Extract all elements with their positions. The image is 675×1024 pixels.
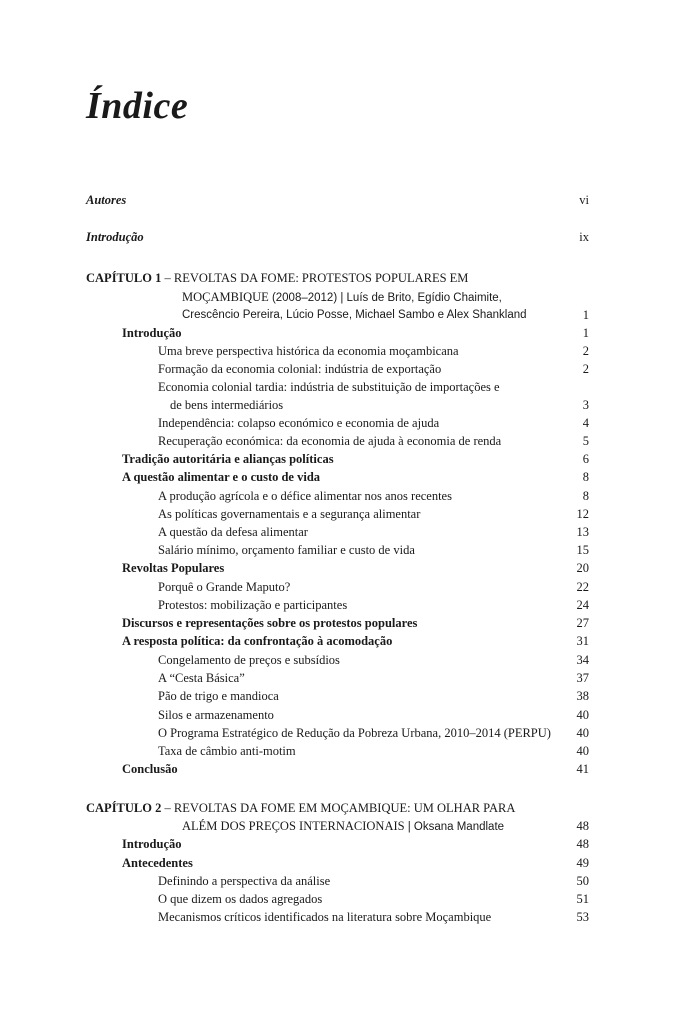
toc-entry-page: 15 <box>576 543 589 557</box>
toc-entry-page: 40 <box>576 726 589 740</box>
toc-entry[interactable] <box>0 378 675 397</box>
toc-entry-page: 53 <box>576 910 589 924</box>
chapter-authors: (2008–2012) | Luís de Brito, Egídio Chaimite, <box>271 292 502 304</box>
toc-entry-title: Introdução <box>86 230 144 244</box>
toc-entry-page: 49 <box>576 856 589 870</box>
toc-entry-page: 3 <box>582 398 589 412</box>
toc-entry-title: Porquê o Grande Maputo? <box>158 580 291 594</box>
toc-entry[interactable] <box>0 632 675 651</box>
toc-entry[interactable] <box>0 614 675 633</box>
chapter-1-authors[interactable] <box>0 306 675 325</box>
toc-entry-page: vi <box>579 193 589 207</box>
toc-entry-page: 48 <box>576 837 589 851</box>
toc-entry[interactable] <box>0 596 675 615</box>
toc-entry[interactable] <box>0 760 675 779</box>
toc-entry-title: Introdução <box>122 326 182 340</box>
toc-entry[interactable] <box>0 706 675 725</box>
chapter-authors: Crescêncio Pereira, Lúcio Posse, Michael Sambo e Alex Shankland <box>182 309 527 321</box>
toc-entry-page: 24 <box>576 598 589 612</box>
toc-entry-page: 34 <box>576 653 589 667</box>
toc-entry-title: Antecedentes <box>122 856 193 870</box>
toc-entry[interactable] <box>0 854 675 873</box>
chapter-2-heading-cont[interactable] <box>0 817 675 836</box>
chapter-1-heading[interactable] <box>0 269 675 288</box>
toc-entry-page: 1 <box>582 326 589 340</box>
toc-entry-title: A resposta política: da confrontação à acomodação <box>122 634 393 648</box>
toc-entry[interactable] <box>0 432 675 451</box>
toc-entry[interactable] <box>0 324 675 343</box>
toc-entry-page: 38 <box>576 689 589 703</box>
toc-entry-title: A questão alimentar e o custo de vida <box>122 470 321 484</box>
toc-entry[interactable] <box>0 523 675 542</box>
toc-entry-title: Protestos: mobilização e participantes <box>158 598 348 612</box>
chapter-title-line: – REVOLTAS DA FOME: PROTESTOS POPULARES EM <box>161 271 469 285</box>
toc-entry[interactable] <box>0 908 675 927</box>
toc-entry[interactable] <box>0 872 675 891</box>
toc-entry-page: 27 <box>576 616 589 630</box>
chapter-title-line: MOÇAMBIQUE <box>182 290 272 304</box>
toc-entry-title: Revoltas Populares <box>122 561 225 575</box>
toc-entry-title: O Programa Estratégico de Redução da Pobreza Urbana, 2010–2014 (PERPU) <box>158 726 551 740</box>
chapter-1-heading-cont <box>0 288 675 307</box>
toc-entry-page: 20 <box>576 561 589 575</box>
toc-entry-title: Recuperação económica: da economia de ajuda à economia de renda <box>158 434 502 448</box>
toc-entry-title: Definindo a perspectiva da análise <box>158 874 331 888</box>
toc-entry-page: 13 <box>576 525 589 539</box>
toc-entry-title: Taxa de câmbio anti-motim <box>158 744 296 758</box>
toc-entry-page: 8 <box>582 489 589 503</box>
toc-entry-title: Discursos e representações sobre os protestos populares <box>122 616 418 630</box>
toc-entry-page: 8 <box>582 470 589 484</box>
toc-entry-title: Economia colonial tardia: indústria de substituição de importações e <box>158 380 500 394</box>
toc-entry[interactable] <box>0 742 675 761</box>
toc-entry-page: 40 <box>576 744 589 758</box>
toc-entry-title: Independência: colapso económico e economia de ajuda <box>158 416 440 430</box>
toc-entry[interactable] <box>0 487 675 506</box>
toc-entry-page: 2 <box>582 362 589 376</box>
toc-entry-page: ix <box>579 230 589 244</box>
chapter-label: CAPÍTULO 2 <box>86 801 162 815</box>
toc-entry-page: 41 <box>576 762 589 776</box>
toc-entry-title: A “Cesta Básica” <box>158 671 245 685</box>
toc-entry-continuation[interactable] <box>0 396 675 415</box>
page-title: Índice <box>86 85 189 127</box>
toc-entry[interactable] <box>0 835 675 854</box>
toc-entry-title: Introdução <box>122 837 182 851</box>
toc-entry[interactable] <box>0 559 675 578</box>
toc-entry[interactable] <box>0 651 675 670</box>
chapter-title-line: – REVOLTAS DA FOME EM MOÇAMBIQUE: UM OLHAR PARA <box>161 801 516 815</box>
toc-entry-page: 5 <box>582 434 589 448</box>
toc-entry-title: Pão de trigo e mandioca <box>158 689 279 703</box>
toc-entry-introduction[interactable] <box>0 228 675 247</box>
toc-entry-page: 51 <box>576 892 589 906</box>
chapter-2-heading[interactable] <box>0 799 675 818</box>
toc-entry-title: As políticas governamentais e a segurança alimentar <box>158 507 421 521</box>
toc-entry[interactable] <box>0 578 675 597</box>
toc-entry-title: Tradição autoritária e alianças políticas <box>122 452 334 466</box>
toc-entry-page: 31 <box>576 634 589 648</box>
toc-entry-page: 37 <box>576 671 589 685</box>
toc-entry-title: Formação da economia colonial: indústria de exportação <box>158 362 442 376</box>
toc-entry-title: Salário mínimo, orçamento familiar e custo de vida <box>158 543 415 557</box>
toc-entry[interactable] <box>0 414 675 433</box>
toc-entry-title: Mecanismos críticos identificados na literatura sobre Moçambique <box>158 910 492 924</box>
toc-entry-page: 40 <box>576 708 589 722</box>
toc-entry-page: 6 <box>582 452 589 466</box>
toc-entry-title: O que dizem os dados agregados <box>158 892 323 906</box>
toc-entry[interactable] <box>0 890 675 909</box>
toc-entry-page: 1 <box>582 308 589 322</box>
toc-entry[interactable] <box>0 360 675 379</box>
toc-entry-page: 48 <box>576 819 589 833</box>
toc-entry-title: Congelamento de preços e subsídios <box>158 653 340 667</box>
toc-entry[interactable] <box>0 687 675 706</box>
toc-entry-title: A questão da defesa alimentar <box>158 525 308 539</box>
toc-entry[interactable] <box>0 505 675 524</box>
toc-entry[interactable] <box>0 450 675 469</box>
toc-entry[interactable] <box>0 541 675 560</box>
chapter-title-line: ALÉM DOS PREÇOS INTERNACIONAIS <box>182 819 408 833</box>
toc-entry-title: A produção agrícola e o défice alimentar nos anos recentes <box>158 489 452 503</box>
toc-entry-title: de bens intermediários <box>170 398 284 412</box>
toc-entry-title: Silos e armazenamento <box>158 708 274 722</box>
toc-entry-page: 4 <box>582 416 589 430</box>
toc-entry-title: Conclusão <box>122 762 178 776</box>
toc-entry[interactable] <box>0 468 675 487</box>
toc-entry-page: 22 <box>576 580 589 594</box>
toc-entry-page: 50 <box>576 874 589 888</box>
toc-entry[interactable] <box>0 724 675 743</box>
toc-entry-authors[interactable] <box>0 191 675 210</box>
toc-entry-title: Autores <box>86 193 127 207</box>
toc-entry-title: Uma breve perspectiva histórica da economia moçambicana <box>158 344 459 358</box>
chapter-authors: | Oksana Mandlate <box>407 821 505 833</box>
toc-entry[interactable] <box>0 669 675 688</box>
toc-entry-page: 2 <box>582 344 589 358</box>
toc-entry[interactable] <box>0 342 675 361</box>
toc-entry-page: 12 <box>576 507 589 521</box>
chapter-label: CAPÍTULO 1 <box>86 271 162 285</box>
